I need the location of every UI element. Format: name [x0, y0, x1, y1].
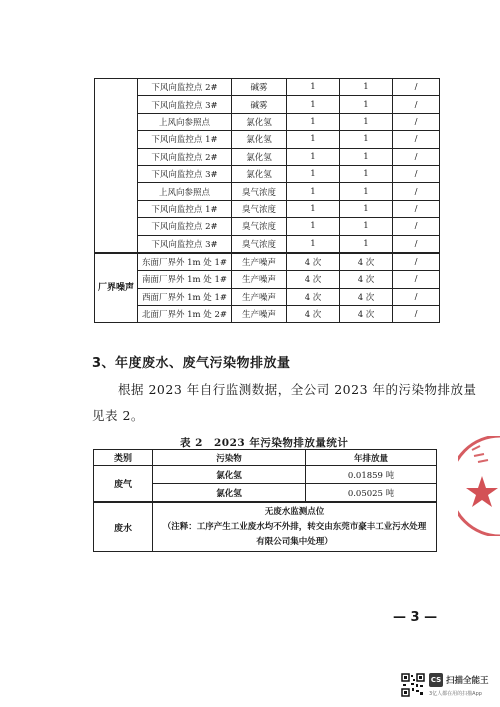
monitoring-item: 生产噪声 — [232, 271, 287, 288]
frequency-cell: 4 次 — [287, 271, 340, 288]
frequency-cell: 1 — [287, 131, 340, 148]
table-row — [95, 253, 440, 271]
table-row — [95, 96, 440, 113]
frequency-cell: 1 — [287, 113, 340, 130]
camscanner-logo: CS — [429, 673, 443, 687]
header-category: 类别 — [94, 450, 153, 466]
frequency-cell: 4 次 — [287, 288, 340, 305]
monitoring-table — [94, 78, 440, 323]
frequency-cell: 1 — [287, 183, 340, 200]
monitoring-item: 氯化氢 — [232, 165, 287, 182]
monitoring-item: 生产噪声 — [232, 306, 287, 323]
monitoring-item: 碱雾 — [232, 96, 287, 113]
count-cell: 1 — [340, 79, 393, 96]
count-cell: 4 次 — [340, 271, 393, 288]
monitoring-point: 上风向参照点 — [138, 183, 232, 200]
monitoring-point: 下风向监控点 1# — [138, 131, 232, 148]
remark-cell: / — [393, 235, 440, 253]
monitoring-item: 氯化氢 — [232, 131, 287, 148]
table-row — [95, 148, 440, 165]
monitoring-item: 臭气浓度 — [232, 218, 287, 235]
count-cell: 4 次 — [340, 253, 393, 271]
remark-cell: / — [393, 79, 440, 96]
table-row — [95, 183, 440, 200]
monitoring-point: 西面厂界外 1m 处 1# — [138, 288, 232, 305]
frequency-cell: 4 次 — [287, 253, 340, 271]
monitoring-item: 氯化氢 — [232, 148, 287, 165]
count-cell: 1 — [340, 113, 393, 130]
frequency-cell: 1 — [287, 165, 340, 182]
water-note-line-2: （注释：工序产生工业废水均不外排，转交由东莞市豪丰工业污水处理 — [162, 521, 427, 532]
monitoring-point: 北面厂界外 1m 处 2# — [138, 306, 232, 323]
amount-cell: 0.05025 吨 — [306, 484, 437, 503]
paragraph-line-1: 根据 2023 年自行监测数据，全公司 2023 年的污染物排放量 — [118, 382, 477, 397]
count-cell: 4 次 — [340, 288, 393, 305]
group-cell-blank — [95, 79, 138, 253]
table-header-row — [94, 450, 437, 466]
monitoring-item: 臭气浓度 — [232, 235, 287, 253]
remark-cell: / — [393, 306, 440, 323]
pollutant-cell: 氯化氢 — [153, 466, 306, 484]
group-noise: 厂界噪声 — [95, 253, 138, 323]
table-caption: 表 2 2023 年污染物排放量统计 — [180, 437, 349, 449]
monitoring-point: 下风向监控点 2# — [138, 148, 232, 165]
frequency-cell: 1 — [287, 218, 340, 235]
count-cell: 1 — [340, 148, 393, 165]
monitoring-point: 下风向监控点 2# — [138, 79, 232, 96]
monitoring-item: 氯化氢 — [232, 113, 287, 130]
frequency-cell: 1 — [287, 235, 340, 253]
watermark-app-name: 扫描全能王 — [446, 676, 489, 686]
count-cell: 1 — [340, 96, 393, 113]
remark-cell: / — [393, 131, 440, 148]
monitoring-point: 下风向监控点 3# — [138, 96, 232, 113]
water-note-line-3: 有限公司集中处理） — [256, 536, 333, 547]
table-row — [95, 79, 440, 96]
monitoring-item: 臭气浓度 — [232, 200, 287, 217]
remark-cell: / — [393, 200, 440, 217]
monitoring-point: 东面厂界外 1m 处 1# — [138, 253, 232, 271]
count-cell: 1 — [340, 131, 393, 148]
remark-cell: / — [393, 271, 440, 288]
monitoring-item: 生产噪声 — [232, 288, 287, 305]
count-cell: 4 次 — [340, 306, 393, 323]
remark-cell: / — [393, 288, 440, 305]
amount-cell: 0.01859 吨 — [306, 466, 437, 484]
table-row — [94, 502, 437, 552]
monitoring-point: 上风向参照点 — [138, 113, 232, 130]
remark-cell: / — [393, 148, 440, 165]
remark-cell: / — [393, 218, 440, 235]
table-row — [95, 200, 440, 217]
header-pollutant: 污染物 — [153, 450, 306, 466]
section-heading: 3、年度废水、废气污染物排放量 — [92, 356, 291, 371]
monitoring-item: 臭气浓度 — [232, 183, 287, 200]
frequency-cell: 1 — [287, 96, 340, 113]
count-cell: 1 — [340, 235, 393, 253]
remark-cell: / — [393, 183, 440, 200]
monitoring-point: 南面厂界外 1m 处 1# — [138, 271, 232, 288]
remark-cell: / — [393, 253, 440, 271]
table-row — [95, 235, 440, 253]
count-cell: 1 — [340, 165, 393, 182]
frequency-cell: 4 次 — [287, 306, 340, 323]
table-row — [95, 271, 440, 288]
monitoring-point: 下风向监控点 1# — [138, 200, 232, 217]
count-cell: 1 — [340, 183, 393, 200]
remark-cell: / — [393, 96, 440, 113]
remark-cell: / — [393, 113, 440, 130]
monitoring-item: 生产噪声 — [232, 253, 287, 271]
table-row — [95, 113, 440, 130]
table-row — [95, 131, 440, 148]
monitoring-item: 碱雾 — [232, 79, 287, 96]
count-cell: 1 — [340, 218, 393, 235]
qr-code-icon — [401, 673, 425, 697]
category-gas: 废气 — [94, 466, 153, 503]
pollutant-cell: 氯化氢 — [153, 484, 306, 503]
table-row — [95, 165, 440, 182]
frequency-cell: 1 — [287, 79, 340, 96]
company-seal-fragment — [458, 436, 500, 536]
header-amount: 年排放量 — [306, 450, 437, 466]
frequency-cell: 1 — [287, 200, 340, 217]
watermark-tagline: 3亿人都在用的扫描App — [429, 691, 482, 697]
table-row — [95, 306, 440, 323]
table-row — [94, 466, 437, 484]
table-row — [95, 218, 440, 235]
table-row — [95, 288, 440, 305]
monitoring-point: 下风向监控点 2# — [138, 218, 232, 235]
monitoring-point: 下风向监控点 3# — [138, 165, 232, 182]
page-number: — 3 — — [393, 610, 438, 625]
category-water: 废水 — [94, 502, 153, 552]
count-cell: 1 — [340, 200, 393, 217]
emissions-table — [93, 449, 437, 552]
water-note — [153, 502, 437, 552]
water-note-line-1: 无废水监测点位 — [264, 506, 325, 517]
frequency-cell: 1 — [287, 148, 340, 165]
remark-cell: / — [393, 165, 440, 182]
monitoring-point: 下风向监控点 3# — [138, 235, 232, 253]
paragraph-line-2: 见表 2。 — [92, 408, 144, 423]
